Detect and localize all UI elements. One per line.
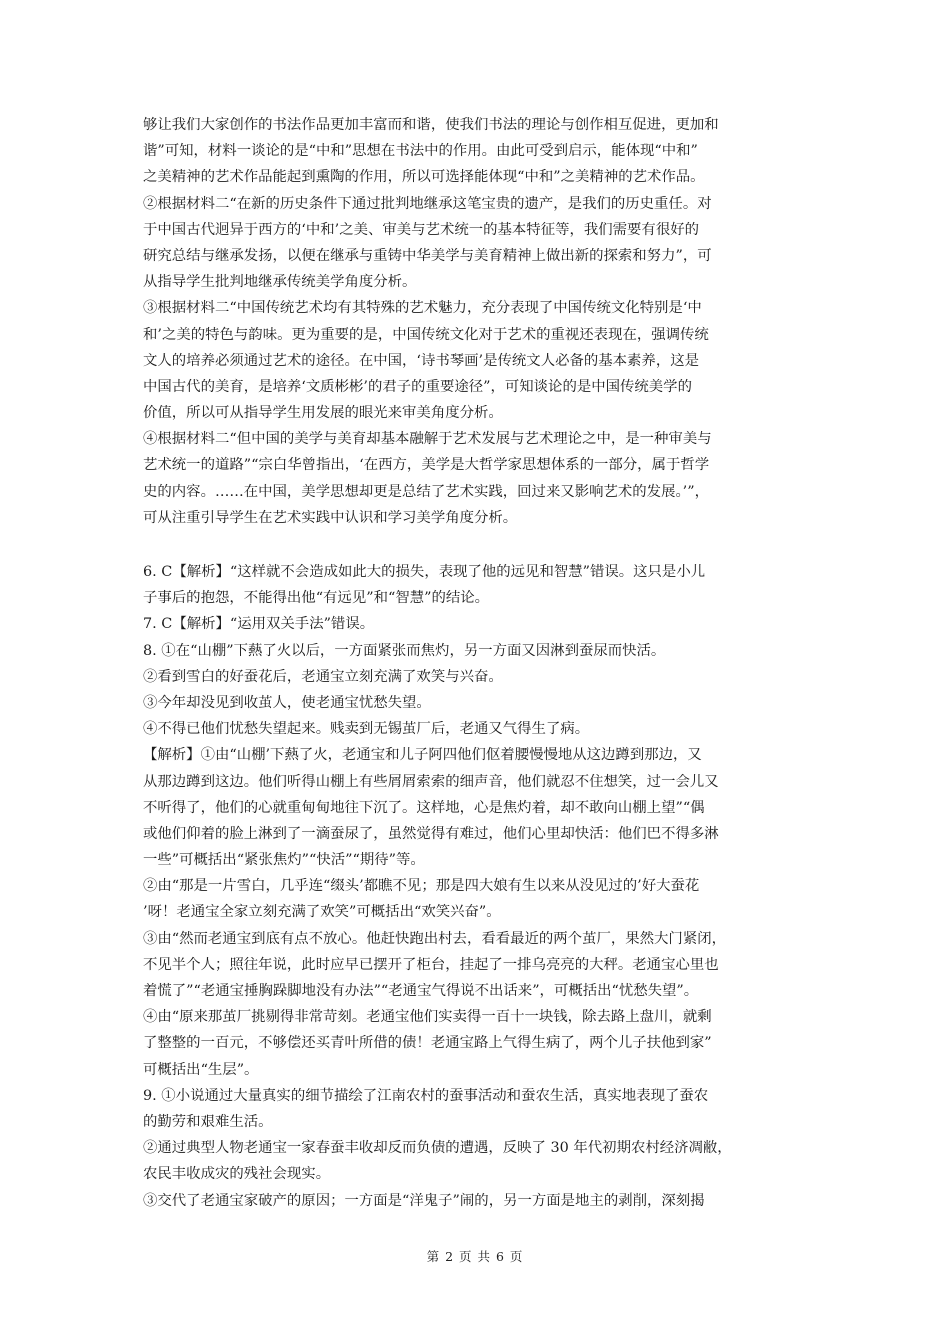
- text-line: 可概括出“生层”。: [143, 1061, 259, 1078]
- text-line: 不听得了，他们的心就重甸甸地往下沉了。这样地，心是焦灼着，却不敢向山棚上望”“偶: [143, 799, 705, 816]
- text-line: 中国古代的美育，是培养‘文质彬彬’的君子的重要途径”，可知谈论的是中国传统美学的: [143, 378, 692, 395]
- question-answers-section: [143, 559, 808, 1214]
- text-line: 7. C【解析】“运用双关手法”错误。: [143, 616, 375, 633]
- text-line: ③根据材料二“中国传统艺术均有其特殊的艺术魅力，充分表现了中国传统文化特别是‘中: [143, 300, 702, 317]
- text-line: 于中国古代迥异于西方的‘中和’之美、审美与艺术统一的基本特征等，我们需要有很好的: [143, 221, 699, 238]
- text-line: ②看到雪白的好蚕花后，老通宝立刻充满了欢笑与兴奋。: [143, 668, 503, 685]
- text-line: ④由“原来那茧厂挑剔得非常苛刻。老通宝他们实卖得一百十一块钱，除去路上盘川，就剩: [143, 1009, 712, 1026]
- text-line: 6. C【解析】“这样就不会造成如此大的损失，表现了他的远见和智慧”错误。这只是小儿: [143, 564, 706, 580]
- text-line: 不见半个人；照往年说，此时应早已摆开了柜台，挂起了一排乌亮亮的大秤。老通宝心里也: [143, 956, 719, 973]
- text-line: ④不得已他们忧愁失望起来。贱卖到无锡茧厂后，老通又气得生了病。: [143, 721, 590, 738]
- text-line: 艺术统一的道路”“宗白华曾指出，‘在西方，美学是大哲学家思想体系的一部分，属于哲学: [143, 457, 710, 474]
- text-line: 够让我们大家创作的书法作品更加丰富而和谐，使我们书法的理论与创作相互促进，更加和: [143, 117, 719, 133]
- answer-text-body: [143, 112, 808, 1214]
- page-number-footer: 第 2 页 共 6 页: [426, 1249, 524, 1264]
- text-line: 8. ①在“山棚”下爇了火以后，一方面紧张而焦灼，另一方面又因淋到蚕尿而快活。: [143, 642, 666, 659]
- text-line: ’呀！老通宝全家立刻充满了欢笑”可概括出“欢笑兴奋”。: [143, 904, 501, 921]
- text-line: 价值，所以可从指导学生用发展的眼光来审美角度分析。: [143, 405, 503, 422]
- text-line: 【解析】①由“山棚’下爇了火，老通宝和儿子阿四他们伛着腰慢慢地从这边蹲到那边，又: [143, 747, 702, 764]
- text-line: 文人的培养必须通过艺术的途径。在中国，‘诗书琴画’是传统文人必备的基本素养，这是: [143, 352, 699, 369]
- text-line: ②由“那是一片雪白，几乎连“缀头’都瞧不见；那是四大娘有生以来从没见过的’好大蚕花: [143, 878, 700, 895]
- text-line: 9. ①小说通过大量真实的细节描绘了江南农村的蚕事活动和蚕农生活，真实地表现了蚕农: [143, 1087, 709, 1104]
- text-line: 了整整的一百元，不够偿还买青叶所借的债！老通宝路上气得生病了，两个儿子扶他到家”: [143, 1035, 712, 1052]
- text-line: 和’之美的特色与韵味。更为重要的是，中国传统文化对于艺术的重视还表现在，强调传统: [143, 326, 709, 343]
- text-line: ②通过典型人物老通宝一家春蚕丰收却反而负债的遭遇，反映了 30 年代初期农村经济凋敝，: [143, 1140, 732, 1157]
- text-line: 史的内容。……在中国，美学思想却更是总结了艺术实践，回过来又影响艺术的发展。’”，: [143, 483, 709, 500]
- text-line: 之美精神的艺术作品能起到熏陶的作用，所以可选择能体现“中和”之美精神的艺术作品。: [143, 169, 705, 186]
- text-line: 研究总结与继承发扬，以便在继承与重铸中华美学与美育精神上做出新的探索和努力”，可: [143, 247, 712, 264]
- text-line: 农民丰收成灾的残社会现实。: [143, 1166, 331, 1183]
- text-line: 一些”可概括出“紧张焦灼”“快活”“期待”等。: [143, 852, 425, 869]
- text-line: ④根据材料二“但中国的美学与美育却基本融解于艺术发展与艺术理论之中，是一种审美与: [143, 431, 712, 448]
- text-line: 可从注重引导学生在艺术实践中认识和学习美学角度分析。: [143, 509, 518, 526]
- text-line: 的勤劳和艰难生活。: [143, 1113, 273, 1130]
- text-line: 或他们仰着的脸上淋到了一滴蚕尿了，虽然觉得有难过，他们心里却快活：他们巴不得多淋: [143, 825, 719, 842]
- text-line: ③今年却没见到收茧人，使老通宝忧愁失望。: [143, 694, 431, 711]
- text-line: ②根据材料二“在新的历史条件下通过批判地继承这笔宝贵的遗产，是我们的历史重任。对: [143, 195, 712, 212]
- text-line: ③由“然而老通宝到底有点不放心。他赶快跑出村去，看看最近的两个茧厂，果然大门紧闭，: [143, 930, 726, 947]
- text-line: ③交代了老通宝家破产的原因；一方面是“洋鬼子”闹的，另一方面是地主的剥削，深刻揭: [143, 1192, 705, 1209]
- material-analysis-section: [143, 112, 808, 531]
- text-line: 子事后的抱怨，不能得出他“有远见”和“智慧”的结论。: [143, 590, 490, 607]
- text-line: 谐”可知，材料一谈论的是“中和”思想在书法中的作用。由此可受到启示，能体现“中和”: [143, 143, 698, 160]
- text-line: 从指导学生批判地继承传统美学角度分析。: [143, 274, 417, 291]
- text-line: 从那边蹲到这边。他们听得山棚上有些屑屑索索的细声音，他们就忍不住想笑，过一会儿又: [143, 773, 719, 790]
- paragraph-spacer: [143, 531, 808, 559]
- text-line: 着慌了”“老通宝捶胸跺脚地没有办法”“老通宝气得说不出话来”，可概括出“忧愁失望”。: [143, 983, 699, 999]
